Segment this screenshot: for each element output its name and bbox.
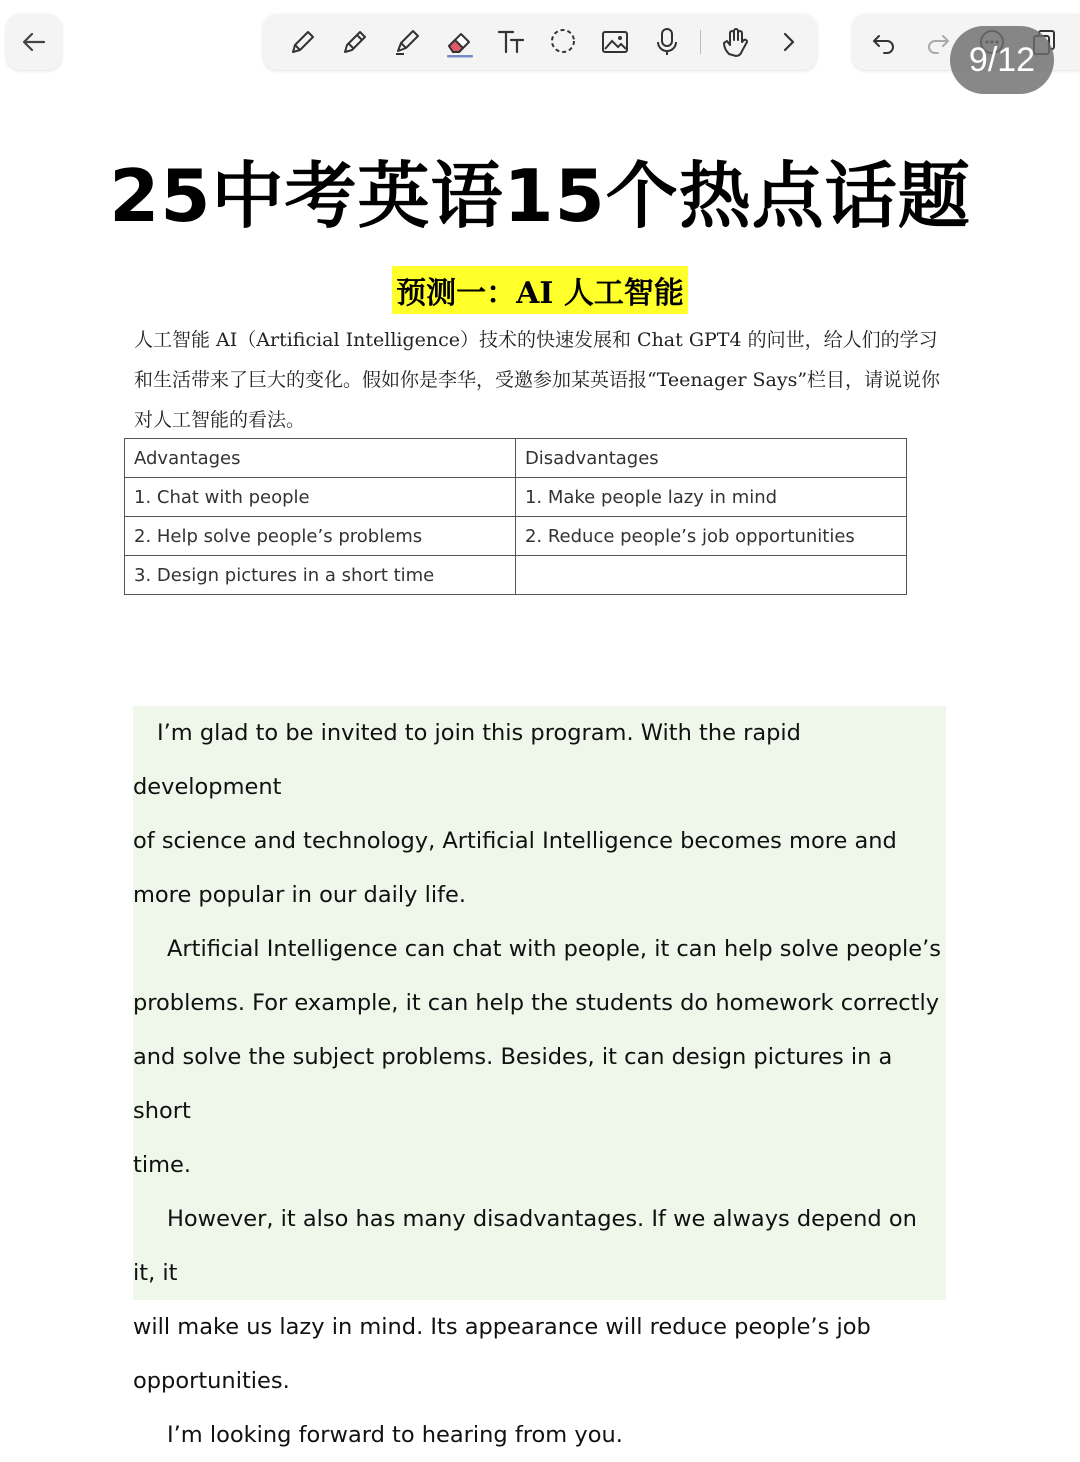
text-icon (495, 26, 527, 58)
image-tool[interactable] (597, 24, 633, 60)
top-toolbar (0, 0, 1080, 100)
pencil-tool[interactable] (337, 24, 373, 60)
table-cell: 3. Design pictures in a short time (125, 556, 516, 595)
table-header-row (125, 439, 907, 478)
hand-tool[interactable] (717, 24, 753, 60)
back-button[interactable] (6, 14, 62, 70)
page-counter: 9/12 (950, 26, 1054, 94)
table-cell: 1. Make people lazy in mind (515, 478, 906, 517)
essay-paragraph: Artificial Intelligence can chat with people, it can help solve people’s problems. For example, it can help the students do homework correctly and solve the subject problems. Besides, it can design pictures in a short time. (133, 936, 941, 1178)
table-row (125, 478, 907, 517)
lasso-icon (547, 26, 579, 58)
table-cell: 1. Chat with people (125, 478, 516, 517)
sample-essay (133, 706, 946, 1448)
table-header: Disadvantages (515, 439, 906, 478)
toolbar-separator (700, 30, 701, 54)
image-icon (599, 26, 631, 58)
eraser-icon (443, 26, 475, 58)
undo-button[interactable] (868, 26, 900, 58)
table-cell: 2. Reduce people’s job opportunities (515, 517, 906, 556)
essay-paragraph: I’m looking forward to hearing from you. (167, 1422, 623, 1448)
lasso-tool[interactable] (545, 24, 581, 60)
essay-paragraph: I’m glad to be invited to join this program. With the rapid development of science and technology, Artificial Intelligence becomes more and more popular in our daily life. (133, 720, 897, 908)
table-row (125, 517, 907, 556)
essay-paragraph: However, it also has many disadvantages. If we always depend on it, it will make us lazy in mind. Its appearance will reduce people’s job opportunities. (133, 1206, 917, 1394)
subtitle-wrap (0, 266, 1080, 314)
text-tool[interactable] (493, 24, 529, 60)
chevron-right-icon (773, 26, 805, 58)
redo-button[interactable] (922, 26, 954, 58)
highlighted-subtitle: 预测一：AI 人工智能 (392, 266, 688, 314)
eraser-tool[interactable] (441, 24, 477, 60)
microphone-icon (651, 26, 683, 58)
highlighter-tool[interactable] (389, 24, 425, 60)
writing-prompt: 人工智能 AI（Artificial Intelligence）技术的快速发展和 Chat GPT4 的问世，给人们的学习和生活带来了巨大的变化。假如你是李华，受邀参加某英语报“Teenager Says”栏目，请说说你对人工智能的看法。 (134, 329, 941, 431)
table-cell (515, 556, 906, 595)
hand-icon (719, 26, 751, 58)
table-header: Advantages (125, 439, 516, 478)
document-title: 25中考英语15个热点话题 (109, 154, 971, 238)
pen-tool[interactable] (285, 24, 321, 60)
highlighter-icon (391, 26, 423, 58)
undo-icon (870, 28, 898, 56)
pencil-icon (339, 26, 371, 58)
more-tools-button[interactable] (771, 24, 807, 60)
redo-icon (924, 28, 952, 56)
pros-cons-table (124, 438, 907, 595)
table-row (125, 556, 907, 595)
arrow-left-icon (20, 28, 48, 56)
microphone-tool[interactable] (649, 24, 685, 60)
pen-icon (287, 26, 319, 58)
table-cell: 2. Help solve people’s problems (125, 517, 516, 556)
drawing-tools (263, 14, 817, 70)
